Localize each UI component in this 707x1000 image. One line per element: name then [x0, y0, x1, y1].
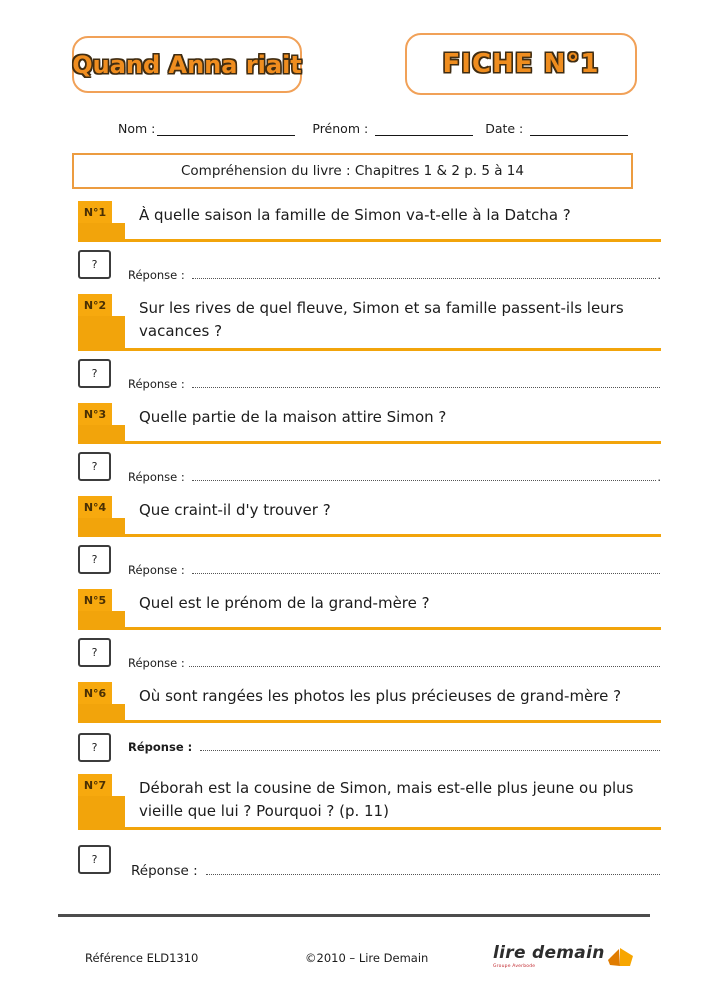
answer-line: [128, 377, 661, 391]
section-title: Compréhension du livre : Chapitres 1 & 2 p. 5 à 14: [181, 163, 524, 179]
answer-row: [78, 845, 661, 879]
question-block-1: [78, 201, 661, 282]
answer-suffix: .: [657, 268, 661, 282]
answer-dotted-line: [192, 563, 660, 574]
answer-dotted-line: [192, 268, 656, 279]
question-badge-fill: [78, 704, 125, 720]
question-text: Sur les rives de quel fleuve, Simon et sa famille passent-ils leurs vacances ?: [139, 299, 624, 341]
answer-dotted-line: [192, 470, 656, 481]
question-block-2: [78, 294, 661, 391]
question-number-column: [78, 496, 125, 534]
question-mark-box: ?: [78, 359, 111, 388]
question-number-column: [78, 294, 125, 348]
identity-row: [118, 120, 707, 136]
question-text: Déborah est la cousine de Simon, mais est-elle plus jeune ou plus vieille que lui ? Pourquoi ? (p. 11): [139, 778, 634, 820]
publisher-logo: [493, 945, 634, 971]
firstname-label: Prénom :: [312, 121, 369, 136]
answer-label: Réponse :: [128, 268, 189, 282]
answer-line: [128, 268, 661, 282]
question-number-badge: N°1: [78, 201, 112, 223]
question-text: À quelle saison la famille de Simon va-t-elle à la Datcha ?: [139, 206, 571, 224]
answer-line: [128, 740, 661, 754]
answer-row: [78, 545, 661, 577]
answer-dotted-line: [189, 656, 660, 667]
question-number-badge: N°7: [78, 774, 112, 796]
question-block-5: [78, 589, 661, 670]
sheet-title-box: [405, 33, 637, 95]
question-header: [78, 774, 661, 831]
question-block-4: [78, 496, 661, 577]
question-header: [78, 682, 661, 723]
section-title-box: [72, 153, 633, 189]
question-header: [78, 589, 661, 630]
question-mark-box: ?: [78, 452, 111, 481]
question-badge-fill: [78, 611, 125, 627]
question-badge-fill: [78, 796, 125, 828]
question-header: [78, 294, 661, 351]
question-block-7: [78, 774, 661, 880]
answer-row: [78, 250, 661, 282]
question-number-badge: N°5: [78, 589, 112, 611]
header: [0, 0, 707, 95]
footer-divider: [58, 914, 650, 917]
question-badge-fill: [78, 223, 125, 239]
question-number-badge: N°2: [78, 294, 112, 316]
answer-suffix: .: [657, 469, 661, 484]
answer-row: [78, 638, 661, 670]
name-fill-line: [157, 122, 295, 136]
answer-label: Réponse :: [131, 863, 202, 879]
answer-row: [78, 452, 661, 484]
answer-row: [78, 733, 661, 762]
question-number-column: [78, 682, 125, 720]
question-mark-box: ?: [78, 250, 111, 279]
date-label: Date :: [485, 121, 524, 136]
publisher-logo-text: lire demain: [493, 943, 605, 963]
publisher-logo-subtext: Groupe Averbode: [493, 963, 536, 969]
question-header: [78, 403, 661, 444]
question-badge-fill: [78, 518, 125, 534]
question-number-badge: N°3: [78, 403, 112, 425]
question-text: Où sont rangées les photos les plus précieuses de grand-mère ?: [139, 686, 622, 705]
question-number-column: [78, 403, 125, 441]
question-text: Quel est le prénom de la grand-mère ?: [139, 593, 430, 612]
sheet-title: FICHE N°1: [442, 49, 600, 79]
question-number-badge: N°4: [78, 496, 112, 518]
question-mark-box: ?: [78, 845, 111, 874]
publisher-logo-words: [493, 945, 605, 969]
answer-row: [78, 359, 661, 391]
answer-label: Réponse :: [128, 469, 189, 484]
footer: [0, 943, 707, 993]
date-fill-line: [530, 122, 628, 136]
question-header: [78, 201, 661, 242]
answer-dotted-line: [200, 740, 660, 751]
answer-label: Réponse :: [128, 740, 197, 754]
name-label: Nom :: [118, 121, 156, 136]
question-block-6: [78, 682, 661, 762]
firstname-fill-line: [375, 122, 473, 136]
question-mark-box: ?: [78, 545, 111, 574]
question-badge-fill: [78, 425, 125, 441]
answer-line: [128, 470, 661, 484]
question-header: [78, 496, 661, 537]
answer-dotted-line: [192, 377, 660, 388]
open-book-icon: [607, 947, 634, 971]
answer-label: Réponse :: [128, 562, 189, 577]
questions-list: [78, 201, 661, 879]
question-text: Quelle partie de la maison attire Simon ?: [139, 407, 447, 426]
question-number-badge: N°6: [78, 682, 112, 704]
question-badge-fill: [78, 316, 125, 348]
answer-dotted-line: [206, 864, 660, 875]
copyright-text: ©2010 – Lire Demain: [305, 951, 429, 965]
reference-text: Référence ELD1310: [85, 951, 199, 965]
answer-label: Réponse :: [128, 655, 185, 670]
answer-line: [128, 563, 661, 577]
answer-label: Réponse :: [128, 376, 189, 391]
book-title: Quand Anna riait: [72, 50, 302, 79]
answer-line: [128, 656, 661, 670]
answer-line: [131, 863, 661, 879]
question-text: Que craint-il d'y trouver ?: [139, 500, 331, 519]
question-number-column: [78, 774, 125, 828]
question-mark-box: ?: [78, 733, 111, 762]
book-title-box: [72, 36, 302, 93]
question-number-column: [78, 589, 125, 627]
question-block-3: [78, 403, 661, 484]
question-number-column: [78, 201, 125, 239]
question-mark-box: ?: [78, 638, 111, 667]
